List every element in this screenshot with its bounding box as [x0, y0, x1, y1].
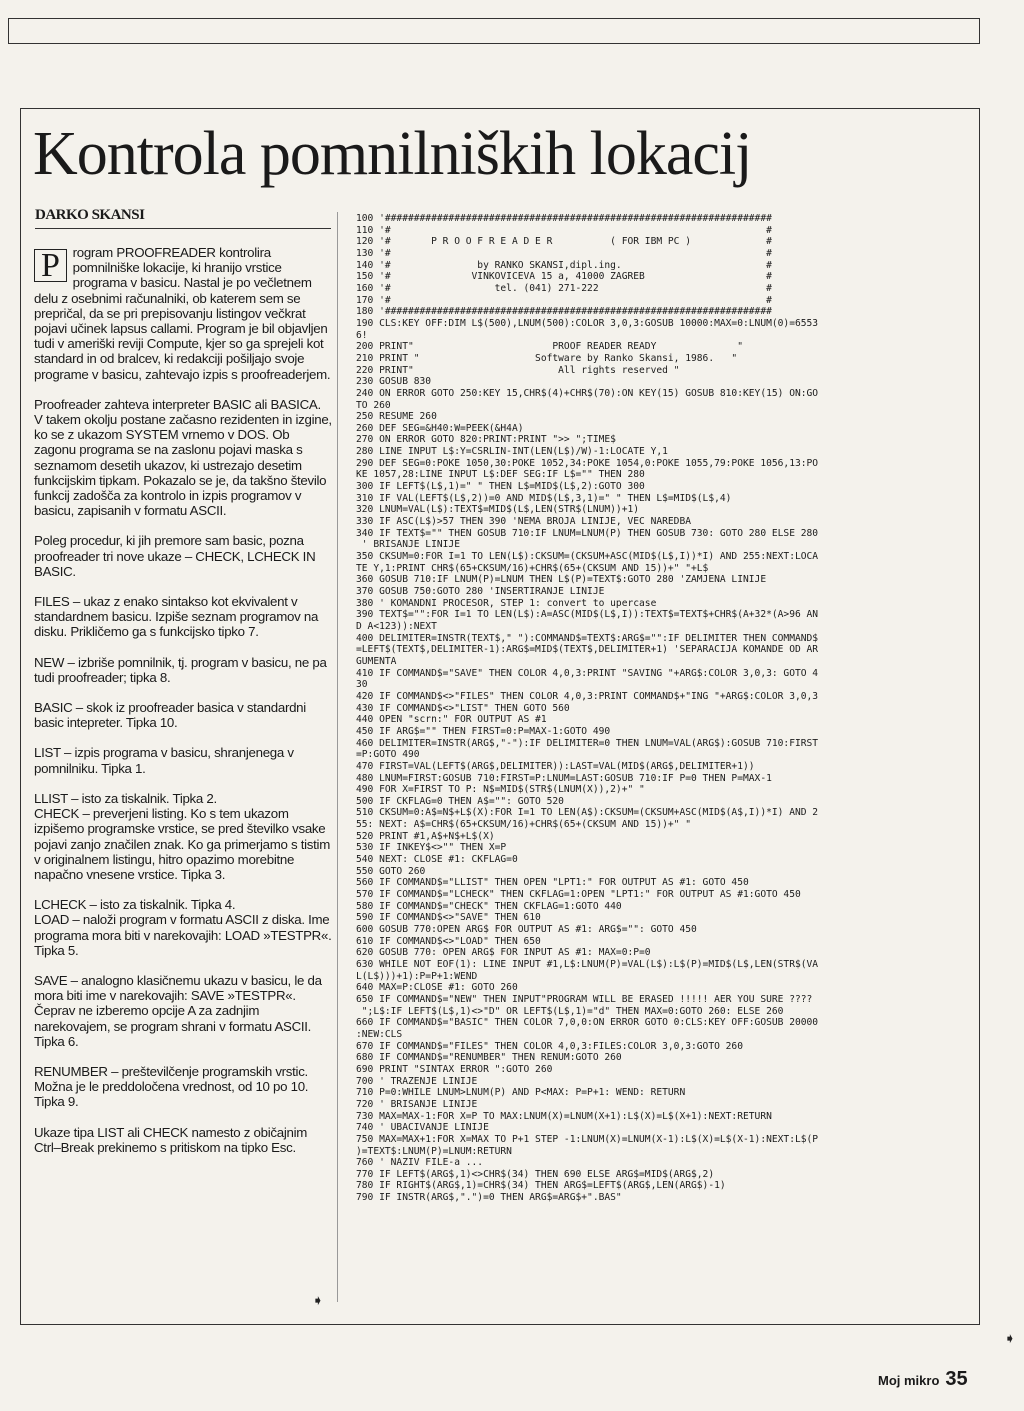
- code-line: 6!: [356, 329, 368, 341]
- code-line: 150 '# VINKOVICEVA 15 a, 41000 ZAGREB #: [356, 271, 772, 283]
- code-line: TO 260: [356, 399, 391, 411]
- code-line: 400 DELIMITER=INSTR(TEXT$," "):COMMAND$=TEXT$:ARG$="":IF DELIMITER THEN COMMAND$: [356, 632, 819, 644]
- code-line: 380 ' KOMANDNI PROCESOR, STEP 1: convert to upercase: [356, 597, 657, 609]
- code-line: GUMENTA: [356, 655, 397, 667]
- code-line: 290 DEF SEG=0:POKE 1050,30:POKE 1052,34:POKE 1054,0:POKE 1055,79:POKE 1056,13:PO: [356, 457, 819, 469]
- code-line: 200 PRINT" PROOF READER READY ": [356, 341, 743, 353]
- code-line: 510 CKSUM=0:A$=N$+L$(X):FOR I=1 TO LEN(A$):CKSUM=(CKSUM+ASC(MID$(A$,I))*I) AND 2: [356, 807, 819, 819]
- code-line: 560 IF COMMAND$="LLIST" THEN OPEN "LPT1:" FOR OUTPUT AS #1: GOTO 450: [356, 877, 749, 889]
- code-line: 720 ' BRISANJE LINIJE: [356, 1098, 478, 1110]
- article-paragraph: Proofreader zahteva interpreter BASIC ali BASICA. V takem okolju postane začasno rezidenten in izgine, ko se z ukazom SYSTEM vrnemo v DOS. Ob zagonu programa se na zaslonu pojavi maska s seznamom desetih ukazov, ki ustrezajo desetim funkcijskim tipkam. Pokazalo se je, da takšno število funkcij zadošča za kontrolo in izpis programov v basicu, zapisanih v formatu ASCII.: [34, 396, 332, 519]
- code-line: KE 1057,28:LINE INPUT L$:DEF SEG:IF L$="" THEN 280: [356, 469, 645, 481]
- code-line: 100 '###################################################################: [356, 213, 772, 224]
- article-text: [34, 245, 332, 1170]
- code-line: )=TEXT$:LNUM(P)=LNUM:RETURN: [356, 1145, 512, 1157]
- code-line: 470 FIRST=VAL(LEFT$(ARG$,DELIMITER)):LAST=VAL(MID$(ARG$,DELIMITER+1)): [356, 760, 755, 772]
- code-line: 210 PRINT " Software by Ranko Skansi, 1986. ": [356, 352, 738, 364]
- code-line: 520 PRINT #1,A$+N$+L$(X): [356, 830, 495, 842]
- code-line: 770 IF LEFT$(ARG$,1)<>CHR$(34) THEN 690 ELSE ARG$=MID$(ARG$,2): [356, 1168, 715, 1180]
- code-line: 390 TEXT$="":FOR I=1 TO LEN(L$):A=ASC(MID$(L$,I)):TEXT$=TEXT$+CHR$(A+32*(A>96 AN: [356, 609, 819, 621]
- article-paragraph: NEW – izbriše pomnilnik, tj. program v basicu, ne pa tudi proofreader; tipka 8.: [34, 654, 327, 685]
- code-line: 360 GOSUB 710:IF LNUM(P)=LNUM THEN L$(P)=TEXT$:GOTO 280 'ZAMJENA LINIJE: [356, 574, 767, 586]
- code-line: 500 IF CKFLAG=0 THEN A$="": GOTO 520: [356, 795, 564, 807]
- code-line: 250 RESUME 260: [356, 411, 437, 423]
- continue-arrow-icon: ➧: [1004, 1330, 1016, 1346]
- code-line: 430 IF COMMAND$<>"LIST" THEN GOTO 560: [356, 702, 570, 714]
- code-line: 700 ' TRAZENJE LINIJE: [356, 1075, 478, 1087]
- code-line: D A<123)):NEXT: [356, 620, 437, 632]
- article-paragraph: LIST – izpis programa v basicu, shranjenega v pomnilniku. Tipka 1.: [34, 745, 294, 776]
- code-line: 460 DELIMITER=INSTR(ARG$,"-"):IF DELIMITER=0 THEN LNUM=VAL(ARG$):GOSUB 710:FIRST: [356, 737, 819, 749]
- code-line: 590 IF COMMAND$<>"SAVE" THEN 610: [356, 912, 541, 924]
- code-line: 550 GOTO 260: [356, 865, 426, 877]
- drop-cap: P: [34, 249, 67, 282]
- code-line: 620 GOSUB 770: OPEN ARG$ FOR INPUT AS #1: MAX=0:P=0: [356, 947, 651, 959]
- article-paragraph: BASIC – skok iz proofreader basica v standardni basic intepreter. Tipka 10.: [34, 700, 306, 731]
- code-line: 680 IF COMMAND$="RENUMBER" THEN RENUM:GOTO 260: [356, 1052, 622, 1064]
- magazine-name: Moj mikro: [878, 1373, 940, 1388]
- page-number: 35: [945, 1368, 968, 1390]
- code-line: L(L$)))+1):P=P+1:WEND: [356, 970, 478, 982]
- code-line: 280 LINE INPUT L$:Y=CSRLIN-INT(LEN(L$)/W)-1:LOCATE Y,1: [356, 446, 668, 458]
- code-line: 240 ON ERROR GOTO 250:KEY 15,CHR$(4)+CHR$(70):ON KEY(15) GOSUB 810:KEY(15) ON:GO: [356, 387, 819, 399]
- code-line: 640 MAX=P:CLOSE #1: GOTO 260: [356, 982, 518, 994]
- page-footer: [878, 1368, 968, 1391]
- code-line: 630 WHILE NOT EOF(1): LINE INPUT #1,L$:LNUM(P)=VAL(L$):L$(P)=MID$(L$,LEN(STR$(VA: [356, 959, 819, 970]
- code-line: 310 IF VAL(LEFT$(L$,2))=0 AND MID$(L$,3,1)=" " THEN L$=MID$(L$,4): [356, 492, 732, 504]
- code-line: 180 '###################################################################: [356, 306, 772, 318]
- code-line: 170 '# #: [356, 294, 772, 306]
- code-line: ";L$:IF LEFT$(L$,1)<>"D" OR LEFT$(L$,1)="d" THEN MAX=0:GOTO 260: ELSE 260: [356, 1005, 784, 1017]
- code-line: 220 PRINT" All rights reserved ": [356, 364, 680, 376]
- continue-arrow-icon: ➧: [312, 1292, 324, 1308]
- code-line: 670 IF COMMAND$="FILES" THEN COLOR 4,0,3:FILES:COLOR 3,0,3:GOTO 260: [356, 1040, 743, 1052]
- code-line: 490 FOR X=FIRST TO P: N$=MID$(STR$(LNUM(X)),2)+" ": [356, 784, 645, 796]
- code-line: 110 '# #: [356, 224, 772, 236]
- code-line: 130 '# #: [356, 247, 772, 259]
- code-line: 690 PRINT "SINTAX ERROR ":GOTO 260: [356, 1063, 553, 1075]
- code-line: 320 LNUM=VAL(L$):TEXT$=MID$(L$,LEN(STR$(LNUM))+1): [356, 504, 640, 516]
- article-paragraph: P rogram PROOFREADER kontrolira pomnilniške lokacije, ki hranijo vrstice programa v basicu. Nastal je po večletnem delu z osebnimi računalniki, ob katerem sem se prepričal, da se pri prepisovanju listingov večkrat pojavi učinek lapsus callami. Program je bil objavljen tudi v ameriški reviji Compute, kjer so ga sprejeli kot standard in od bralcev, ki redakciji pošiljajo svoje programe v basicu, zahtevajo izpis s proofreaderjem.: [34, 245, 331, 382]
- code-line: TE Y,1:PRINT CHR$(65+CKSUM/16)+CHR$(65+(CKSUM AND 15))+" "+L$: [356, 562, 709, 574]
- code-line: 760 ' NAZIV FILE-a ...: [356, 1157, 484, 1169]
- code-line: 660 IF COMMAND$="BASIC" THEN COLOR 7,0,0:ON ERROR GOTO 0:CLS:KEY OFF:GOSUB 20000: [356, 1017, 819, 1029]
- code-line: 230 GOSUB 830: [356, 376, 432, 388]
- code-line: :NEW:CLS: [356, 1028, 403, 1040]
- article-paragraph: RENUMBER – preštevilčenje programskih vrstic. Možna je le preddoločena vrednost, od 10 po 10. Tipka 9.: [34, 1063, 309, 1110]
- article-paragraph: FILES – ukaz z enako sintakso kot ekvivalent v standardnem basicu. Izpiše seznam programov na disku. Prikličemo ga s funkcijsko tipko 7.: [34, 594, 319, 640]
- article-paragraph: Ukaze tipa LIST ali CHECK namesto z običajnim Ctrl–Break prekinemo s pritiskom na tipko Esc.: [34, 1124, 307, 1155]
- column-divider: [337, 212, 338, 1302]
- code-line: 480 LNUM=FIRST:GOSUB 710:FIRST=P:LNUM=LAST:GOSUB 710:IF P=0 THEN P=MAX-1: [356, 772, 772, 784]
- code-line: 600 GOSUB 770:OPEN ARG$ FOR OUTPUT AS #1: ARG$="": GOTO 450: [356, 924, 697, 936]
- code-line: 580 IF COMMAND$="CHECK" THEN CKFLAG=1:GOTO 440: [356, 900, 622, 912]
- code-line: =LEFT$(TEXT$,DELIMITER-1):ARG$=MID$(TEXT$,DELIMITER+1) 'SEPARACIJA KOMANDE OD AR: [356, 644, 819, 656]
- code-line: 450 IF ARG$="" THEN FIRST=0:P=MAX-1:GOTO 490: [356, 725, 611, 737]
- code-line: 610 IF COMMAND$<>"LOAD" THEN 650: [356, 935, 541, 947]
- code-line: 160 '# tel. (041) 271-222 #: [356, 282, 772, 294]
- code-line: 55: NEXT: A$=CHR$(65+CKSUM/16)+CHR$(65+(CKSUM AND 15))+" ": [356, 819, 692, 831]
- code-line: 340 IF TEXT$="" THEN GOSUB 710:IF LNUM=LNUM(P) THEN GOSUB 730: GOTO 280 ELSE 280: [356, 527, 819, 539]
- basic-program-listing: [356, 213, 976, 1204]
- code-line: ' BRISANJE LINIJE: [356, 539, 460, 551]
- code-line: 730 MAX=MAX-1:FOR X=P TO MAX:LNUM(X)=LNUM(X+1):L$(X)=L$(X+1):NEXT:RETURN: [356, 1110, 772, 1122]
- article-paragraph: LCHECK – isto za tiskalnik. Tipka 4. LOAD – naloži program v formatu ASCII z diska. Ime programa mora biti v narekovajih: LOAD »TESTPR«. Tipka 5.: [34, 897, 332, 958]
- code-line: 740 ' UBACIVANJE LINIJE: [356, 1122, 489, 1134]
- code-line: 650 IF COMMAND$="NEW" THEN INPUT"PROGRAM WILL BE ERASED !!!!! AER YOU SURE ????: [356, 993, 813, 1005]
- code-line: 440 OPEN "scrn:" FOR OUTPUT AS #1: [356, 714, 547, 726]
- code-line: 780 IF RIGHT$(ARG$,1)=CHR$(34) THEN ARG$=LEFT$(ARG$,LEN(ARG$)-1): [356, 1180, 726, 1192]
- code-line: 750 MAX=MAX+1:FOR X=MAX TO P+1 STEP -1:LNUM(X)=LNUM(X-1):L$(X)=L$(X-1):NEXT:L$(P: [356, 1133, 819, 1145]
- article-paragraph: Poleg procedur, ki jih premore sam basic, pozna proofreader tri nove ukaze – CHECK, LCHECK IN BASIC.: [34, 533, 316, 579]
- code-line: 270 ON ERROR GOTO 820:PRINT:PRINT ">> ";TIME$: [356, 434, 616, 446]
- code-line: 350 CKSUM=0:FOR I=1 TO LEN(L$):CKSUM=(CKSUM+ASC(MID$(L$,I))*I) AND 255:NEXT:LOCA: [356, 551, 819, 563]
- code-line: 710 P=0:WHILE LNUM>LNUM(P) AND P<MAX: P=P+1: WEND: RETURN: [356, 1087, 686, 1099]
- code-line: 420 IF COMMAND$<>"FILES" THEN COLOR 4,0,3:PRINT COMMAND$+"ING "+ARG$:COLOR 3,0,3: [356, 690, 819, 702]
- code-line: 190 CLS:KEY OFF:DIM L$(500),LNUM(500):COLOR 3,0,3:GOSUB 10000:MAX=0:LNUM(0)=6553: [356, 317, 819, 329]
- code-line: 300 IF LEFT$(L$,1)=" " THEN L$=MID$(L$,2):GOTO 300: [356, 481, 645, 493]
- article-title: Kontrola pomnilniških lokacij: [33, 120, 752, 188]
- code-line: 120 '# P R O O F R E A D E R ( FOR IBM PC ) #: [356, 236, 772, 248]
- author-byline: DARKO SKANSI: [35, 207, 331, 229]
- code-line: 140 '# by RANKO SKANSI,dipl.ing. #: [356, 259, 772, 271]
- code-line: 260 DEF SEG=&H40:W=PEEK(&H4A): [356, 422, 524, 434]
- code-line: 410 IF COMMAND$="SAVE" THEN COLOR 4,0,3:PRINT "SAVING "+ARG$:COLOR 3,0,3: GOTO 4: [356, 667, 819, 679]
- article-paragraph: SAVE – analogno klasičnemu ukazu v basicu, le da mora biti ime v narekovajih: SAVE »TESTPR«. Čeprav ne izberemo opcije A za zadnjim narekovajem, se program shrani v formatu ASCII. Tipka 6.: [34, 972, 322, 1049]
- code-line: 330 IF ASC(L$)>57 THEN 390 'NEMA BROJA LINIJE, VEC NAREDBA: [356, 516, 692, 528]
- code-line: 30: [356, 679, 368, 691]
- code-line: 530 IF INKEY$<>"" THEN X=P: [356, 842, 507, 854]
- code-line: =P:GOTO 490: [356, 749, 420, 761]
- code-line: 540 NEXT: CLOSE #1: CKFLAG=0: [356, 854, 518, 866]
- code-line: 790 IF INSTR(ARG$,".")=0 THEN ARG$=ARG$+".BAS": [356, 1192, 622, 1204]
- code-line: 570 IF COMMAND$="LCHECK" THEN CKFLAG=1:OPEN "LPT1:" FOR OUTPUT AS #1:GOTO 450: [356, 889, 801, 901]
- article-paragraph: LLIST – isto za tiskalnik. Tipka 2. CHECK – preverjeni listing. Ko s tem ukazom izpišemo programske vrstice, se pred številko vsake pojavi zanjo značilen znak. Ko ga primerjamo s tistim v originalnem listingu, hitro opazimo morebitne napačno vnesene vrstice. Tipka 3.: [34, 790, 330, 882]
- code-line: 370 GOSUB 750:GOTO 280 'INSERTIRANJE LINIJE: [356, 586, 605, 597]
- top-border-box: [8, 18, 980, 44]
